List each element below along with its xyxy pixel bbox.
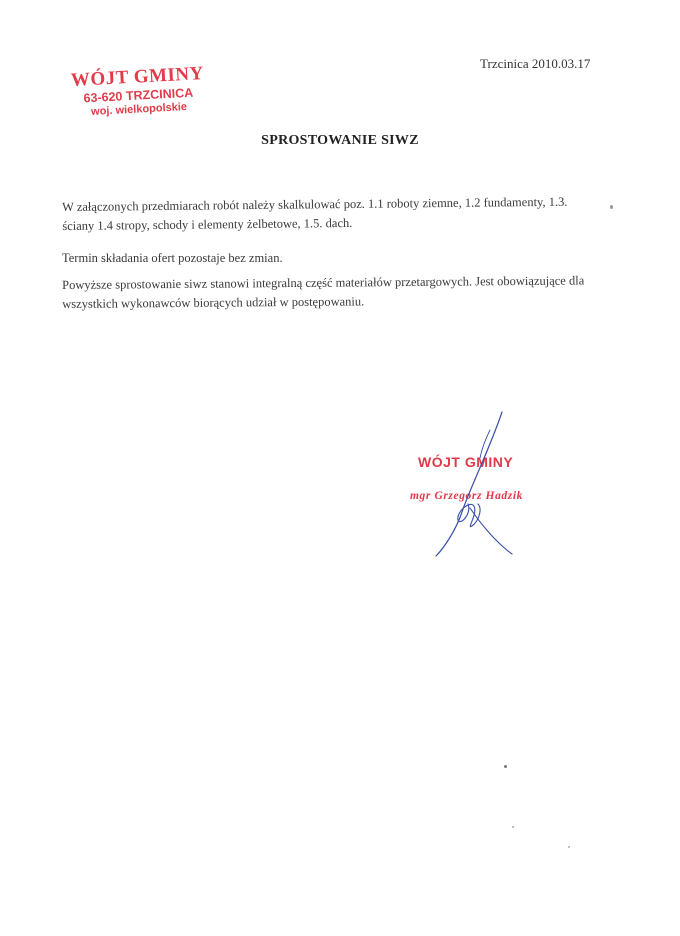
document-date: Trzcinica 2010.03.17 (480, 56, 591, 71)
paragraph-1: W załączonych przedmiarach robót należy skalkulować poz. 1.1 roboty ziemne, 1.2 fundamenty, 1.3. ściany 1.4 stropy, schody i elementy żelbetowe, 1.5. dach. (62, 194, 568, 233)
paragraph-3: Powyższe sprostowanie siwz stanowi integralną część materiałów przetargowych. Jest obowiązujące dla wszystkich wykonawców biorących udział w postępowaniu. (62, 273, 585, 311)
handwritten-signature (420, 408, 530, 558)
header-stamp-address: 63-620 TRZCINICA (83, 85, 194, 106)
scan-speck (568, 846, 570, 848)
scan-speck (610, 205, 613, 209)
scan-speck (512, 826, 514, 828)
paragraph-2: Termin składania ofert pozostaje bez zmian. (62, 251, 283, 265)
header-stamp-title: WÓJT GMINY (70, 63, 205, 92)
header-stamp-region: woj. wielkopolskie (90, 101, 188, 119)
signature-stamp-title: WÓJT GMINY (418, 454, 514, 470)
scan-speck (504, 765, 507, 768)
header-stamp (52, 63, 224, 120)
document-title: SPROSTOWANIE SIWZ (261, 133, 419, 148)
signature-stamp-name: mgr Grzegorz Hadzik (410, 490, 523, 502)
